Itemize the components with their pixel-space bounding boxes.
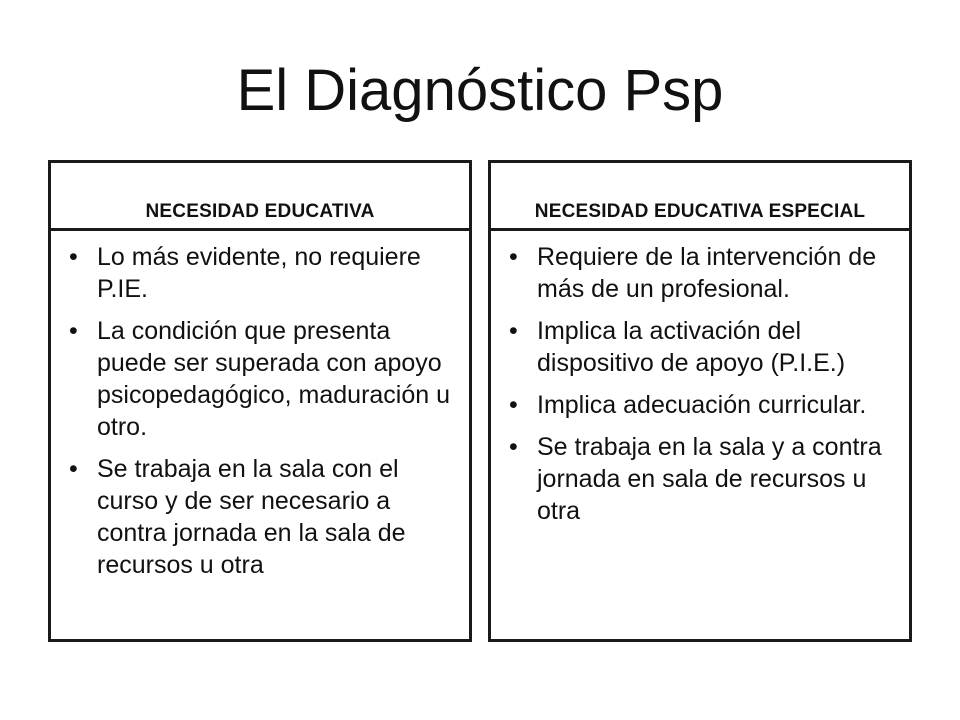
bullet-dot-icon: • [509,391,518,419]
list-item [503,389,893,421]
column-necesidad-educativa [48,160,472,642]
bullet-dot-icon: • [69,455,78,483]
list-item [63,241,453,305]
list-item-text: Se trabaja en la sala y a contra jornada en sala de recursos u otra [537,433,882,525]
list-item [63,315,453,443]
column-header [488,160,912,228]
list-item [503,241,893,305]
bullet-list [503,241,893,527]
list-item-text: Lo más evidente, no requiere P.IE. [97,243,421,303]
bullet-dot-icon: • [509,243,518,271]
list-item-text: Implica la activación del dispositivo de apoyo (P.I.E.) [537,317,846,377]
list-item [503,431,893,527]
column-body [488,228,912,642]
bullet-dot-icon: • [509,433,518,461]
bullet-dot-icon: • [509,317,518,345]
column-body [48,228,472,642]
column-necesidad-educativa-especial [488,160,912,642]
column-header-label: NECESIDAD EDUCATIVA [145,201,375,222]
slide-title: El Diagnóstico Psp [236,58,724,123]
list-item-text: Requiere de la intervención de más de un profesional. [537,243,877,303]
list-item-text: Implica adecuación curricular. [537,391,867,419]
list-item [63,453,453,581]
column-header [48,160,472,228]
bullet-list [63,241,453,581]
column-header-label: NECESIDAD EDUCATIVA ESPECIAL [534,201,866,222]
list-item-text: Se trabaja en la sala con el curso y de ser necesario a contra jornada en la sala de recursos u otra [97,455,406,579]
bullet-dot-icon: • [69,317,78,345]
list-item [503,315,893,379]
bullet-dot-icon: • [69,243,78,271]
list-item-text: La condición que presenta puede ser superada con apoyo psicopedagógico, maduración u otro. [97,317,451,441]
